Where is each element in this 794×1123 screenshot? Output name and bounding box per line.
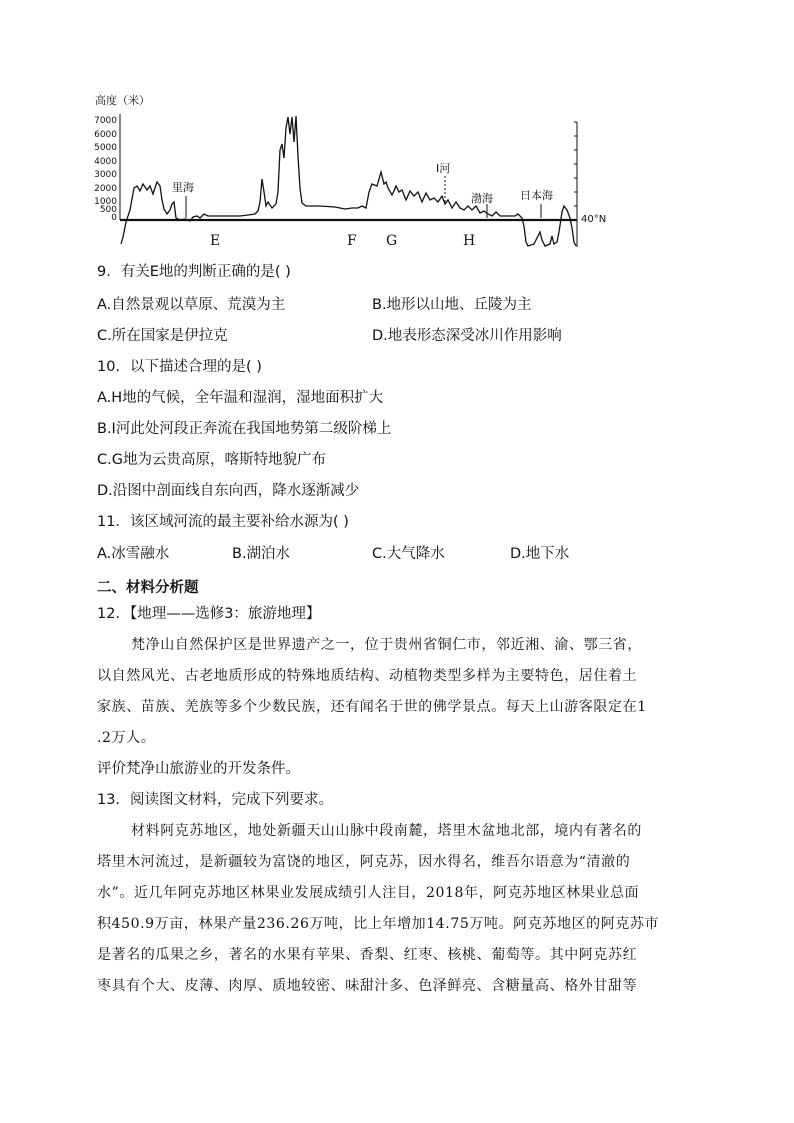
q9-stem: 9．有关E地的判断正确的是( ) — [97, 264, 291, 280]
section-2-title: 二、材料分析题 — [97, 580, 199, 596]
q10-stem: 10．以下描述合理的是( ) — [97, 359, 262, 375]
y-tick-labels — [94, 116, 117, 223]
y-tick-label: 2000 — [94, 184, 117, 194]
terrain-profile-figure — [90, 92, 630, 254]
caspian-label: 里海 — [172, 181, 194, 194]
q10-option-b: B.I河此处河段正奔流在我国地势第二级阶梯上 — [97, 421, 392, 437]
bohai-label: 渤海 — [471, 192, 493, 205]
q12-paragraph-line: 梵净山自然保护区是世界遗产之一，位于贵州省铜仁市，邻近湘、渝、鄂三省， — [131, 637, 642, 653]
q13-paragraph-line: 水”。近几年阿克苏地区林果业发展成绩引人注目，2018年，阿克苏地区林果业总面 — [97, 885, 640, 901]
y-tick-label: 3000 — [94, 170, 117, 180]
q11-stem: 11．该区域河流的最主要补给水源为( ) — [97, 514, 349, 530]
q13-paragraph-line: 积450.9万亩，林果产量236.26万吨，比上年增加14.75万吨。阿克苏地区的阿克苏市 — [97, 916, 660, 932]
q12-paragraph-line: 以自然风光、古老地质形成的特殊地质结构、动植物类型多样为主要特色，居住着土 — [97, 668, 638, 684]
q13-paragraph-line: 是著名的瓜果之乡，著名的水果有苹果、香梨、红枣、核桃、葡萄等。其中阿克苏红 — [97, 947, 638, 963]
y-tick-label: 4000 — [94, 157, 117, 167]
point-g-label: G — [386, 233, 398, 249]
q11-option-c: C.大气降水 — [372, 546, 445, 562]
q10-option-a: A.H地的气候，全年温和湿润，湿地面积扩大 — [97, 390, 384, 406]
y-tick-label: 0 — [111, 213, 117, 223]
q10-option-d: D.沿图中剖面线自东向西，降水逐渐减少 — [97, 483, 360, 499]
sea-of-japan-label: 日本海 — [520, 189, 553, 202]
y-tick-label: 7000 — [94, 116, 117, 126]
y-tick-label: 6000 — [94, 130, 117, 140]
q12-task: 评价梵净山旅游业的开发条件。 — [97, 761, 300, 777]
point-f-label: F — [347, 233, 357, 249]
q12-paragraph-line: .2万人。 — [97, 730, 156, 746]
q9-option-a: A.自然景观以草原、荒漠为主 — [97, 297, 286, 313]
point-h-label: H — [463, 233, 476, 249]
q13-paragraph-line: 枣具有个大、皮薄、肉厚、质地较密、味甜汁多、色泽鲜亮、含糖量高、格外甘甜等 — [97, 978, 638, 994]
y-tick-label: 500 — [99, 205, 117, 215]
river-i-label: I河 — [436, 162, 451, 175]
y-tick-label: 5000 — [94, 143, 117, 153]
q9-option-b: B.地形以山地、丘陵为主 — [372, 297, 532, 313]
q13-header: 13．阅读图文材料，完成下列要求。 — [97, 792, 333, 808]
point-e-label: E — [210, 233, 221, 249]
q13-paragraph-line: 材料阿克苏地区，地处新疆天山山脉中段南麓，塔里木盆地北部，境内有著名的 — [131, 823, 642, 839]
q11-option-d: D.地下水 — [510, 546, 570, 562]
q9-option-c: C.所在国家是伊拉克 — [97, 328, 228, 344]
latitude-label: 40°N — [581, 214, 607, 225]
y-axis-title: 高度（米） — [95, 94, 150, 107]
q13-paragraph-line: 塔里木河流过，是新疆较为富饶的地区，阿克苏，因水得名，维吾尔语意为“清澈的 — [97, 854, 631, 870]
y-tick-label: 1000 — [94, 197, 117, 207]
q10-option-c: C.G地为云贵高原，喀斯特地貌广布 — [97, 452, 326, 468]
q9-option-d: D.地表形态深受冰川作用影响 — [372, 328, 562, 344]
q11-option-a: A.冰雪融水 — [97, 546, 170, 562]
q11-option-b: B.湖泊水 — [232, 546, 291, 562]
q12-paragraph-line: 家族、苗族、羌族等多个少数民族，还有闻名于世的佛学景点。每天上山游客限定在1 — [97, 699, 647, 715]
q12-header: 12．【地理——选修3：旅游地理】 — [97, 606, 321, 622]
